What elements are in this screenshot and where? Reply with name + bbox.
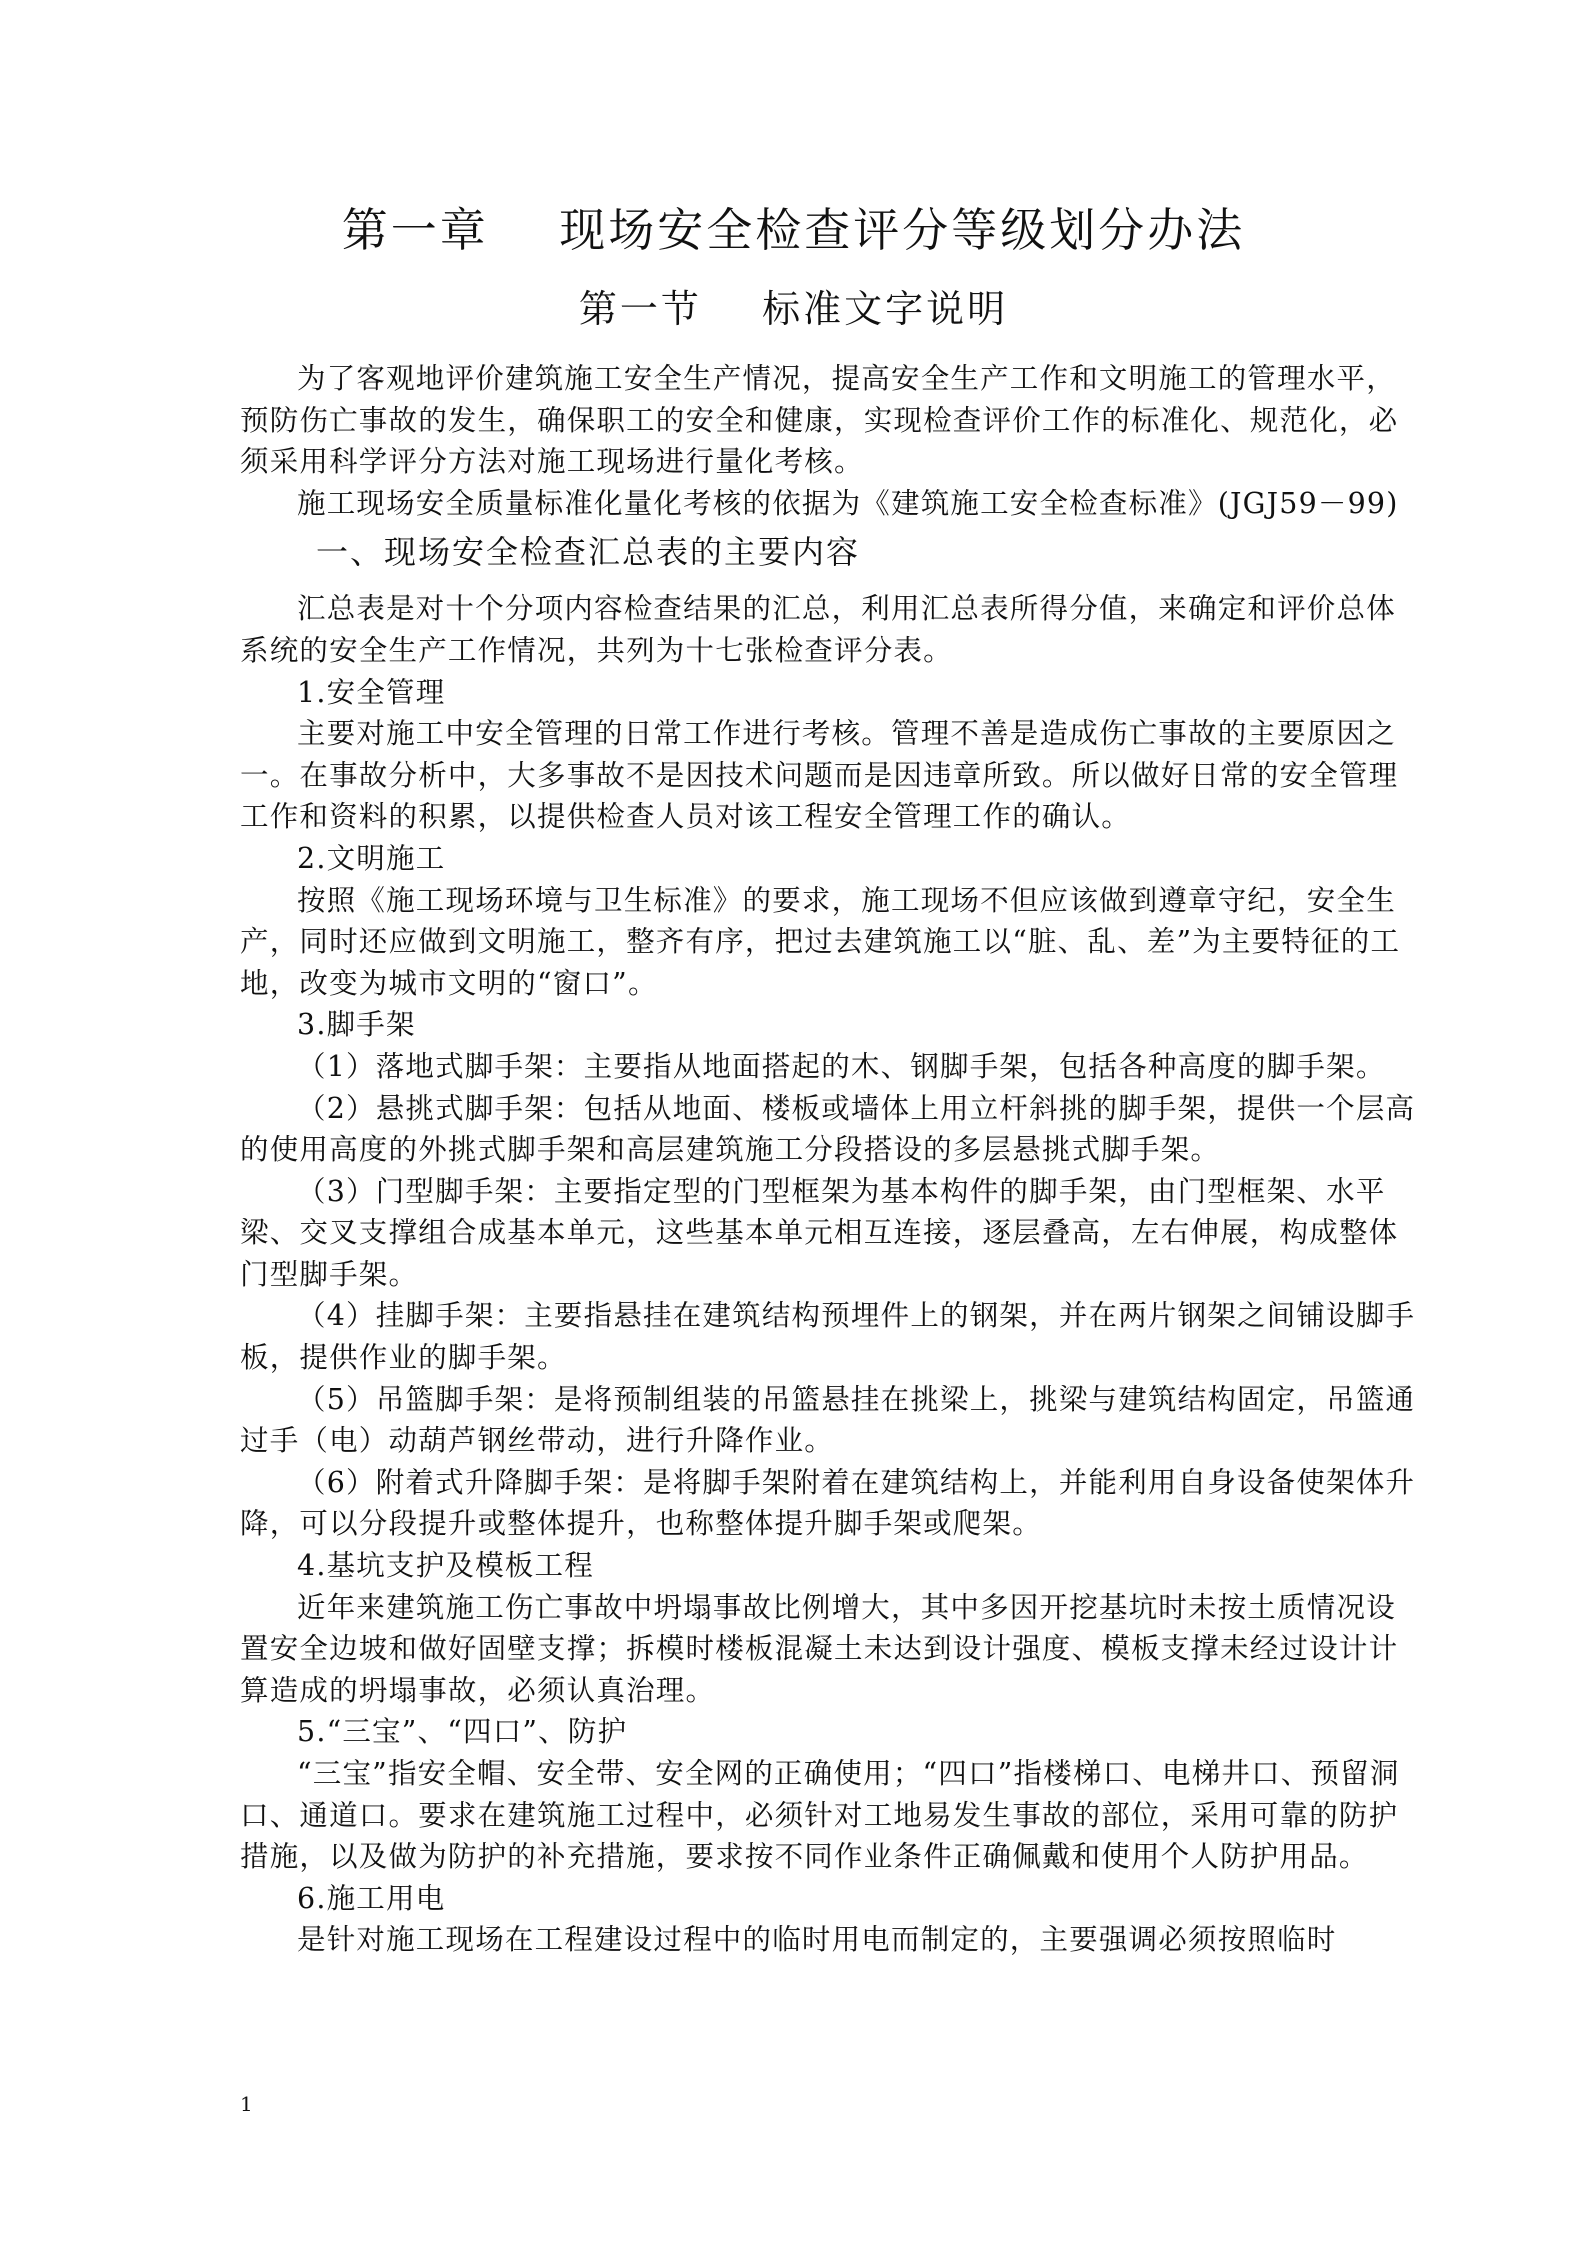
body-paragraph: 6.施工用电 xyxy=(297,1881,446,1915)
body-paragraph: 按照《施工现场环境与卫生标准》的要求，施工现场不但应该做到遵章守纪，安全生产，同时还应做到文明施工，整齐有序，把过去建筑施工以“脏、乱、差”为主要特征的工地，改变为城市文明的“窗口”。 xyxy=(240,883,1401,1000)
body-paragraph: 是针对施工现场在工程建设过程中的临时用电而制定的，主要强调必须按照临时 xyxy=(297,1923,1337,1957)
body-paragraph: 施工现场安全质量标准化量化考核的依据为《建筑施工安全检查标准》(JGJ59－99) xyxy=(297,486,1399,520)
body-paragraph: （2）悬挑式脚手架：包括从地面、楼板或墙体上用立杆斜挑的脚手架，提供一个层高的使用高度的外挑式脚手架和高层建筑施工分段搭设的多层悬挑式脚手架。 xyxy=(240,1091,1416,1167)
body-paragraph: 汇总表是对十个分项内容检查结果的汇总，利用汇总表所得分值，来确定和评价总体系统的安全生产工作情况，共列为十七张检查评分表。 xyxy=(240,592,1396,667)
body-paragraph: 1.安全管理 xyxy=(297,675,446,709)
body-paragraph: 2.文明施工 xyxy=(297,841,446,875)
page-number: 1 xyxy=(240,2092,253,2116)
body-paragraph: 为了客观地评价建筑施工安全生产情况，提高安全生产工作和文明施工的管理水平，预防伤亡事故的发生，确保职工的安全和健康，实现检查评价工作的标准化、规范化，必须采用科学评分方法对施工现场进行量化考核。 xyxy=(240,362,1399,479)
body-paragraph: （3）门型脚手架：主要指定型的门型框架为基本构件的脚手架，由门型框架、水平梁、交叉支撑组合成基本单元，这些基本单元相互连接，逐层叠高，左右伸展，构成整体门型脚手架。 xyxy=(240,1174,1399,1291)
body-paragraph: 近年来建筑施工伤亡事故中坍塌事故比例增大，其中多因开挖基坑时未按土质情况设置安全边坡和做好固壁支撑；拆模时楼板混凝土未达到设计强度、模板支撑未经过设计计算造成的坍塌事故，必须认真治理。 xyxy=(240,1590,1399,1707)
body-text xyxy=(240,358,1420,1961)
section-subheading: 一、现场安全检查汇总表的主要内容 xyxy=(316,533,861,572)
section-title: 第一节 标准文字说明 xyxy=(578,287,1009,331)
chapter-title: 第一章 现场安全检查评分等级划分办法 xyxy=(341,203,1246,257)
body-paragraph: 4.基坑支护及模板工程 xyxy=(297,1549,594,1583)
body-paragraph: （6）附着式升降脚手架：是将脚手架附着在建筑结构上，并能利用自身设备使架体升降，可以分段提升或整体提升，也称整体提升脚手架或爬架。 xyxy=(240,1465,1416,1541)
body-paragraph: （4）挂脚手架：主要指悬挂在建筑结构预埋件上的钢架，并在两片钢架之间铺设脚手板，提供作业的脚手架。 xyxy=(240,1299,1416,1375)
body-paragraph: 3.脚手架 xyxy=(297,1008,416,1042)
body-paragraph: “三宝”指安全帽、安全带、安全网的正确使用；“四口”指楼梯口、电梯井口、预留洞口、通道口。要求在建筑施工过程中，必须针对工地易发生事故的部位，采用可靠的防护措施，以及做为防护的补充措施，要求按不同作业条件正确佩戴和使用个人防护用品。 xyxy=(240,1757,1400,1874)
body-paragraph: 5.“三宝”、“四口”、防护 xyxy=(297,1715,628,1749)
body-paragraph: （5）吊篮脚手架：是将预制组装的吊篮悬挂在挑梁上，挑梁与建筑结构固定，吊篮通过手（电）动葫芦钢丝带动，进行升降作业。 xyxy=(240,1382,1416,1458)
body-paragraph: 主要对施工中安全管理的日常工作进行考核。管理不善是造成伤亡事故的主要原因之一。在事故分析中，大多事故不是因技术问题而是因违章所致。所以做好日常的安全管理工作和资料的积累，以提供检查人员对该工程安全管理工作的确认。 xyxy=(240,717,1399,834)
body-paragraph: （1）落地式脚手架：主要指从地面搭起的木、钢脚手架，包括各种高度的脚手架。 xyxy=(297,1049,1386,1083)
